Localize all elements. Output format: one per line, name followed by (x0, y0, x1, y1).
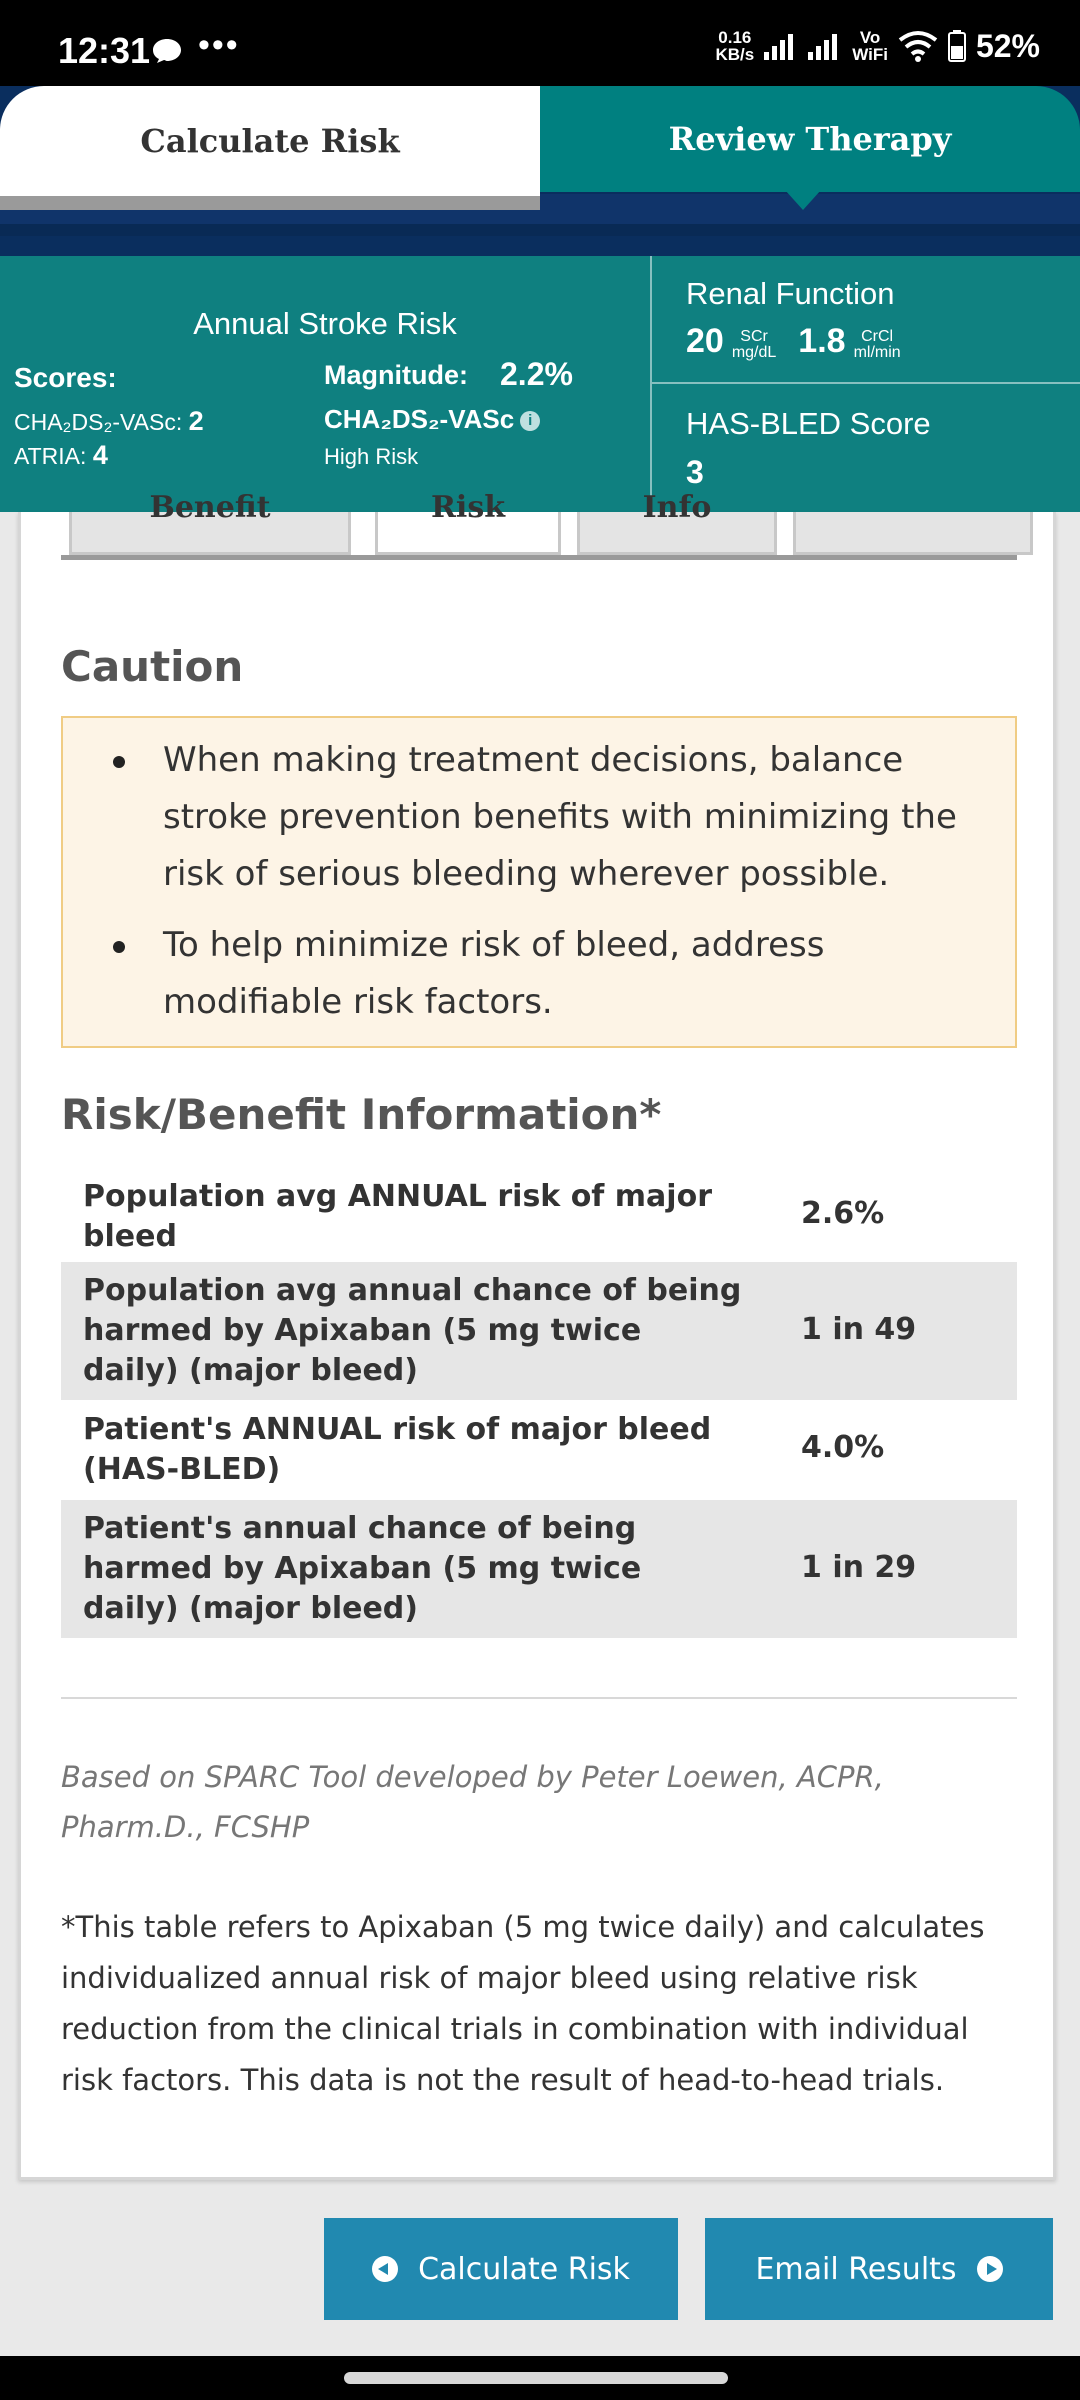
crcl-unit: CrCl ml/min (853, 328, 901, 361)
tab-risk[interactable]: Risk (375, 512, 561, 555)
battery-percent: 52% (975, 27, 1040, 64)
status-bar (0, 0, 1080, 86)
table-row (61, 1400, 1017, 1500)
scr-unit: SCr mg/dL (731, 328, 777, 361)
tab-label: Review Therapy (668, 120, 952, 158)
row-value: 1 in 49 (801, 1312, 917, 1347)
header-stripe-dark (0, 224, 1080, 236)
arrow-left-circle-icon (372, 2256, 398, 2282)
row-label: Population avg annual chance of being harmed by Apixaban (5 mg twice daily) (major bleed) (83, 1273, 742, 1388)
active-tab-indicator (785, 190, 821, 210)
chads-score: CHA₂DS₂-VASc: 2 (14, 406, 204, 436)
table-row (61, 1262, 1017, 1400)
home-gesture-handle[interactable] (344, 2372, 728, 2384)
row-value: 1 in 29 (801, 1550, 917, 1585)
renal-values (686, 322, 915, 361)
arrow-right-circle-icon (977, 2256, 1003, 2282)
row-value: 4.0% (801, 1430, 885, 1465)
row-label: Population avg ANNUAL risk of major bleed (83, 1179, 712, 1254)
sub-tabs (61, 490, 1017, 560)
tab-review-therapy[interactable] (540, 86, 1080, 192)
stroke-risk-title: Annual Stroke Risk (193, 306, 457, 341)
calculate-risk-button[interactable] (324, 2218, 678, 2320)
table-row (61, 1168, 1017, 1262)
wifi-icon (898, 30, 938, 62)
chat-notification-icon (152, 38, 182, 64)
list-item: When making treatment decisions, balance stroke prevention benefits with minimizing the risk of serious bleeding wherever possible. (113, 732, 993, 903)
risk-summary-panel (0, 256, 1080, 512)
system-nav-bar (0, 2356, 1080, 2400)
info-icon[interactable]: i (520, 411, 540, 431)
risk-benefit-heading: Risk/Benefit Information* (61, 1090, 662, 1139)
battery-icon (948, 30, 966, 62)
button-label: Email Results (755, 2251, 957, 2287)
app-header (0, 86, 1080, 256)
risk-level: High Risk (324, 444, 419, 469)
renal-function-section (652, 256, 1080, 382)
row-label: Patient's annual chance of being harmed by Apixaban (5 mg twice daily) (major bleed) (83, 1511, 642, 1626)
magnitude-value: 2.2% (500, 356, 573, 392)
tab-calculate-risk[interactable] (0, 86, 540, 210)
table-footnote: *This table refers to Apixaban (5 mg twice daily) and calculates individualized annual risk of major bleed using relative risk reduction from the clinical trials in combination with individual risk factors. This data is not the result of head-to-head trials. (61, 1910, 985, 2097)
caution-heading: Caution (61, 642, 244, 691)
row-label: Patient's ANNUAL risk of major bleed (HAS-BLED) (83, 1412, 712, 1487)
tab-benefit[interactable]: Benefit (69, 512, 351, 555)
more-notifications-icon: ••• (198, 26, 240, 64)
tab-label: Calculate Risk (140, 122, 400, 160)
vowifi-indicator: Vo WiFi (852, 28, 888, 64)
score-name: CHA₂DS₂-VASc i (324, 404, 540, 435)
table-row (61, 1500, 1017, 1638)
hasbled-value: 3 (686, 454, 704, 490)
atria-score: ATRIA: 4 (14, 440, 108, 470)
network-speed: 0.16 KB/s (715, 28, 755, 64)
scores-label: Scores: (14, 362, 117, 393)
magnitude-label: Magnitude: (324, 360, 468, 390)
source-credit: Based on SPARC Tool developed by Peter Loewen, ACPR, Pharm.D., FCSHP (61, 1760, 884, 1844)
renal-title: Renal Function (686, 276, 895, 311)
email-results-button[interactable] (705, 2218, 1053, 2320)
scr-value: 20 (686, 322, 724, 360)
hasbled-title: HAS-BLED Score (686, 406, 931, 441)
divider (61, 1697, 1017, 1699)
crcl-value: 1.8 (798, 322, 846, 360)
tab-info[interactable]: Info (577, 512, 777, 555)
stroke-risk-section (0, 256, 650, 512)
caution-list (113, 732, 993, 1045)
divider (652, 382, 1080, 384)
signal-icon (764, 32, 798, 60)
signal-icon-2 (808, 32, 842, 60)
caution-box (61, 716, 1017, 1048)
content-card (18, 490, 1056, 2180)
status-time: 12:31 (58, 30, 151, 71)
button-label: Calculate Risk (418, 2251, 630, 2287)
list-item: To help minimize risk of bleed, address modifiable risk factors. (113, 917, 993, 1031)
tab-more[interactable] (793, 512, 1033, 555)
row-value: 2.6% (801, 1196, 885, 1231)
status-icons (715, 24, 1040, 68)
